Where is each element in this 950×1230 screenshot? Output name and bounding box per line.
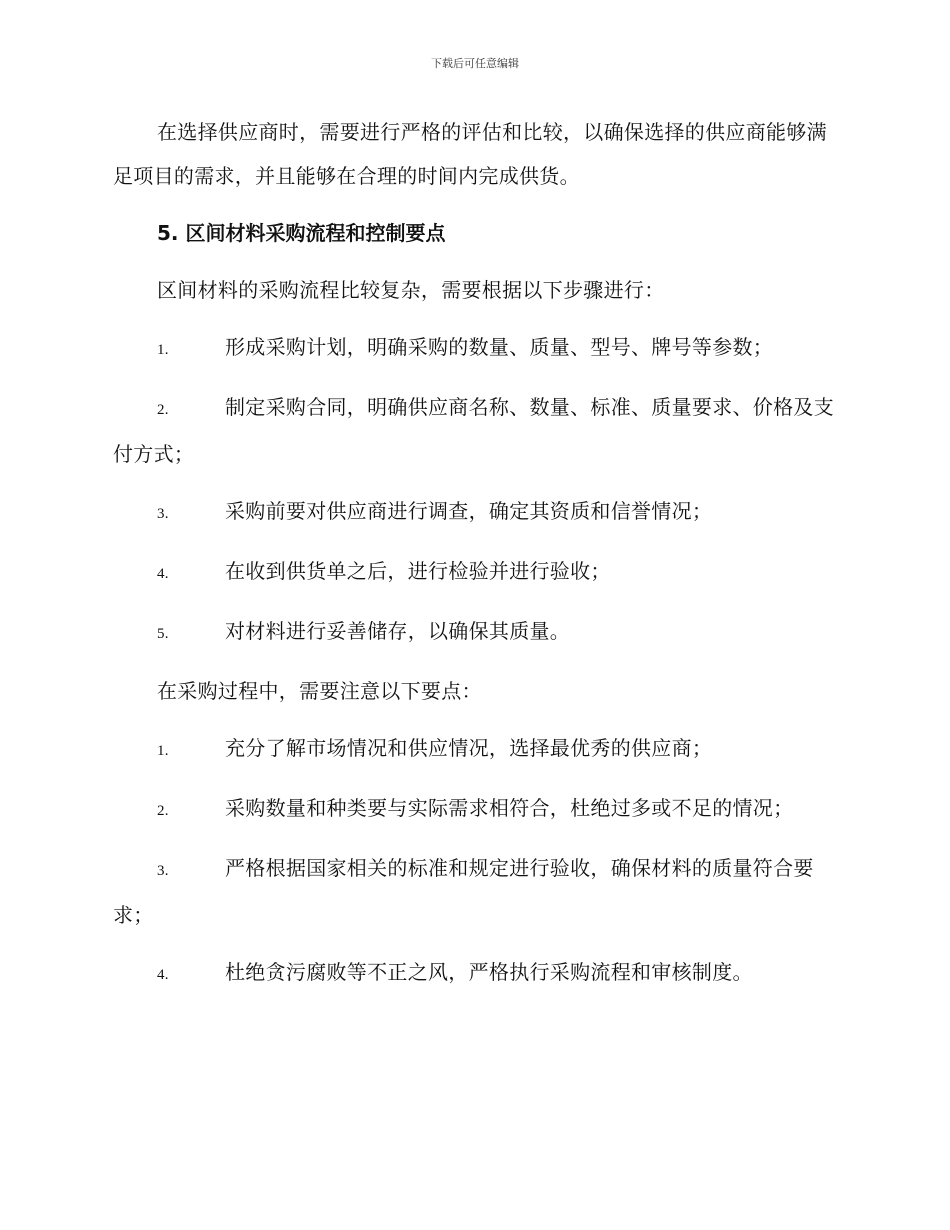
intro-paragraph: 在选择供应商时，需要进行严格的评估和比较，以确保选择的供应商能够满足项目的需求，并且能够在合理的时间内完成供货。 <box>113 120 827 188</box>
list-number: 4. <box>157 967 169 983</box>
list-number: 4. <box>157 566 169 582</box>
list-number: 1. <box>157 743 169 759</box>
list-number: 5. <box>157 626 169 642</box>
list-text: 充分了解市场情况和供应情况，选择最优秀的供应商； <box>225 736 713 760</box>
list-number: 1. <box>157 342 169 358</box>
list-number: 3. <box>157 863 169 879</box>
points-list <box>113 726 835 997</box>
list-item <box>113 549 835 596</box>
header-note: 下载后可任意编辑 <box>431 57 519 70</box>
list-item <box>113 609 835 656</box>
list-text: 采购前要对供应商进行调查，确定其资质和信誉情况； <box>225 499 713 523</box>
section-heading: 5. 区间材料采购流程和控制要点 <box>157 221 446 245</box>
list-item <box>113 846 835 937</box>
steps-list <box>113 325 835 656</box>
document-body <box>113 110 835 1010</box>
list-text: 杜绝贪污腐败等不正之风，严格执行采购流程和审核制度。 <box>225 960 753 984</box>
list-text: 采购数量和种类要与实际需求相符合，杜绝过多或不足的情况； <box>225 796 794 820</box>
list-number: 3. <box>157 506 169 522</box>
list-number: 2. <box>157 803 169 819</box>
list-item <box>113 385 835 476</box>
list-item <box>113 489 835 536</box>
points-intro: 在采购过程中，需要注意以下要点： <box>157 679 482 703</box>
list-text: 在收到供货单之后，进行检验并进行验收； <box>225 559 611 583</box>
list-text: 严格根据国家相关的标准和规定进行验收，确保材料的质量符合要求； <box>113 856 814 927</box>
list-text: 制定采购合同，明确供应商名称、数量、标准、质量要求、价格及支付方式； <box>113 395 834 466</box>
list-item <box>113 786 835 833</box>
list-item <box>113 950 835 997</box>
steps-intro: 区间材料的采购流程比较复杂，需要根据以下步骤进行： <box>157 278 665 302</box>
list-item <box>113 325 835 372</box>
list-number: 2. <box>157 402 169 418</box>
list-text: 形成采购计划，明确采购的数量、质量、型号、牌号等参数； <box>225 335 774 359</box>
list-item <box>113 726 835 773</box>
list-text: 对材料进行妥善储存，以确保其质量。 <box>225 619 571 643</box>
